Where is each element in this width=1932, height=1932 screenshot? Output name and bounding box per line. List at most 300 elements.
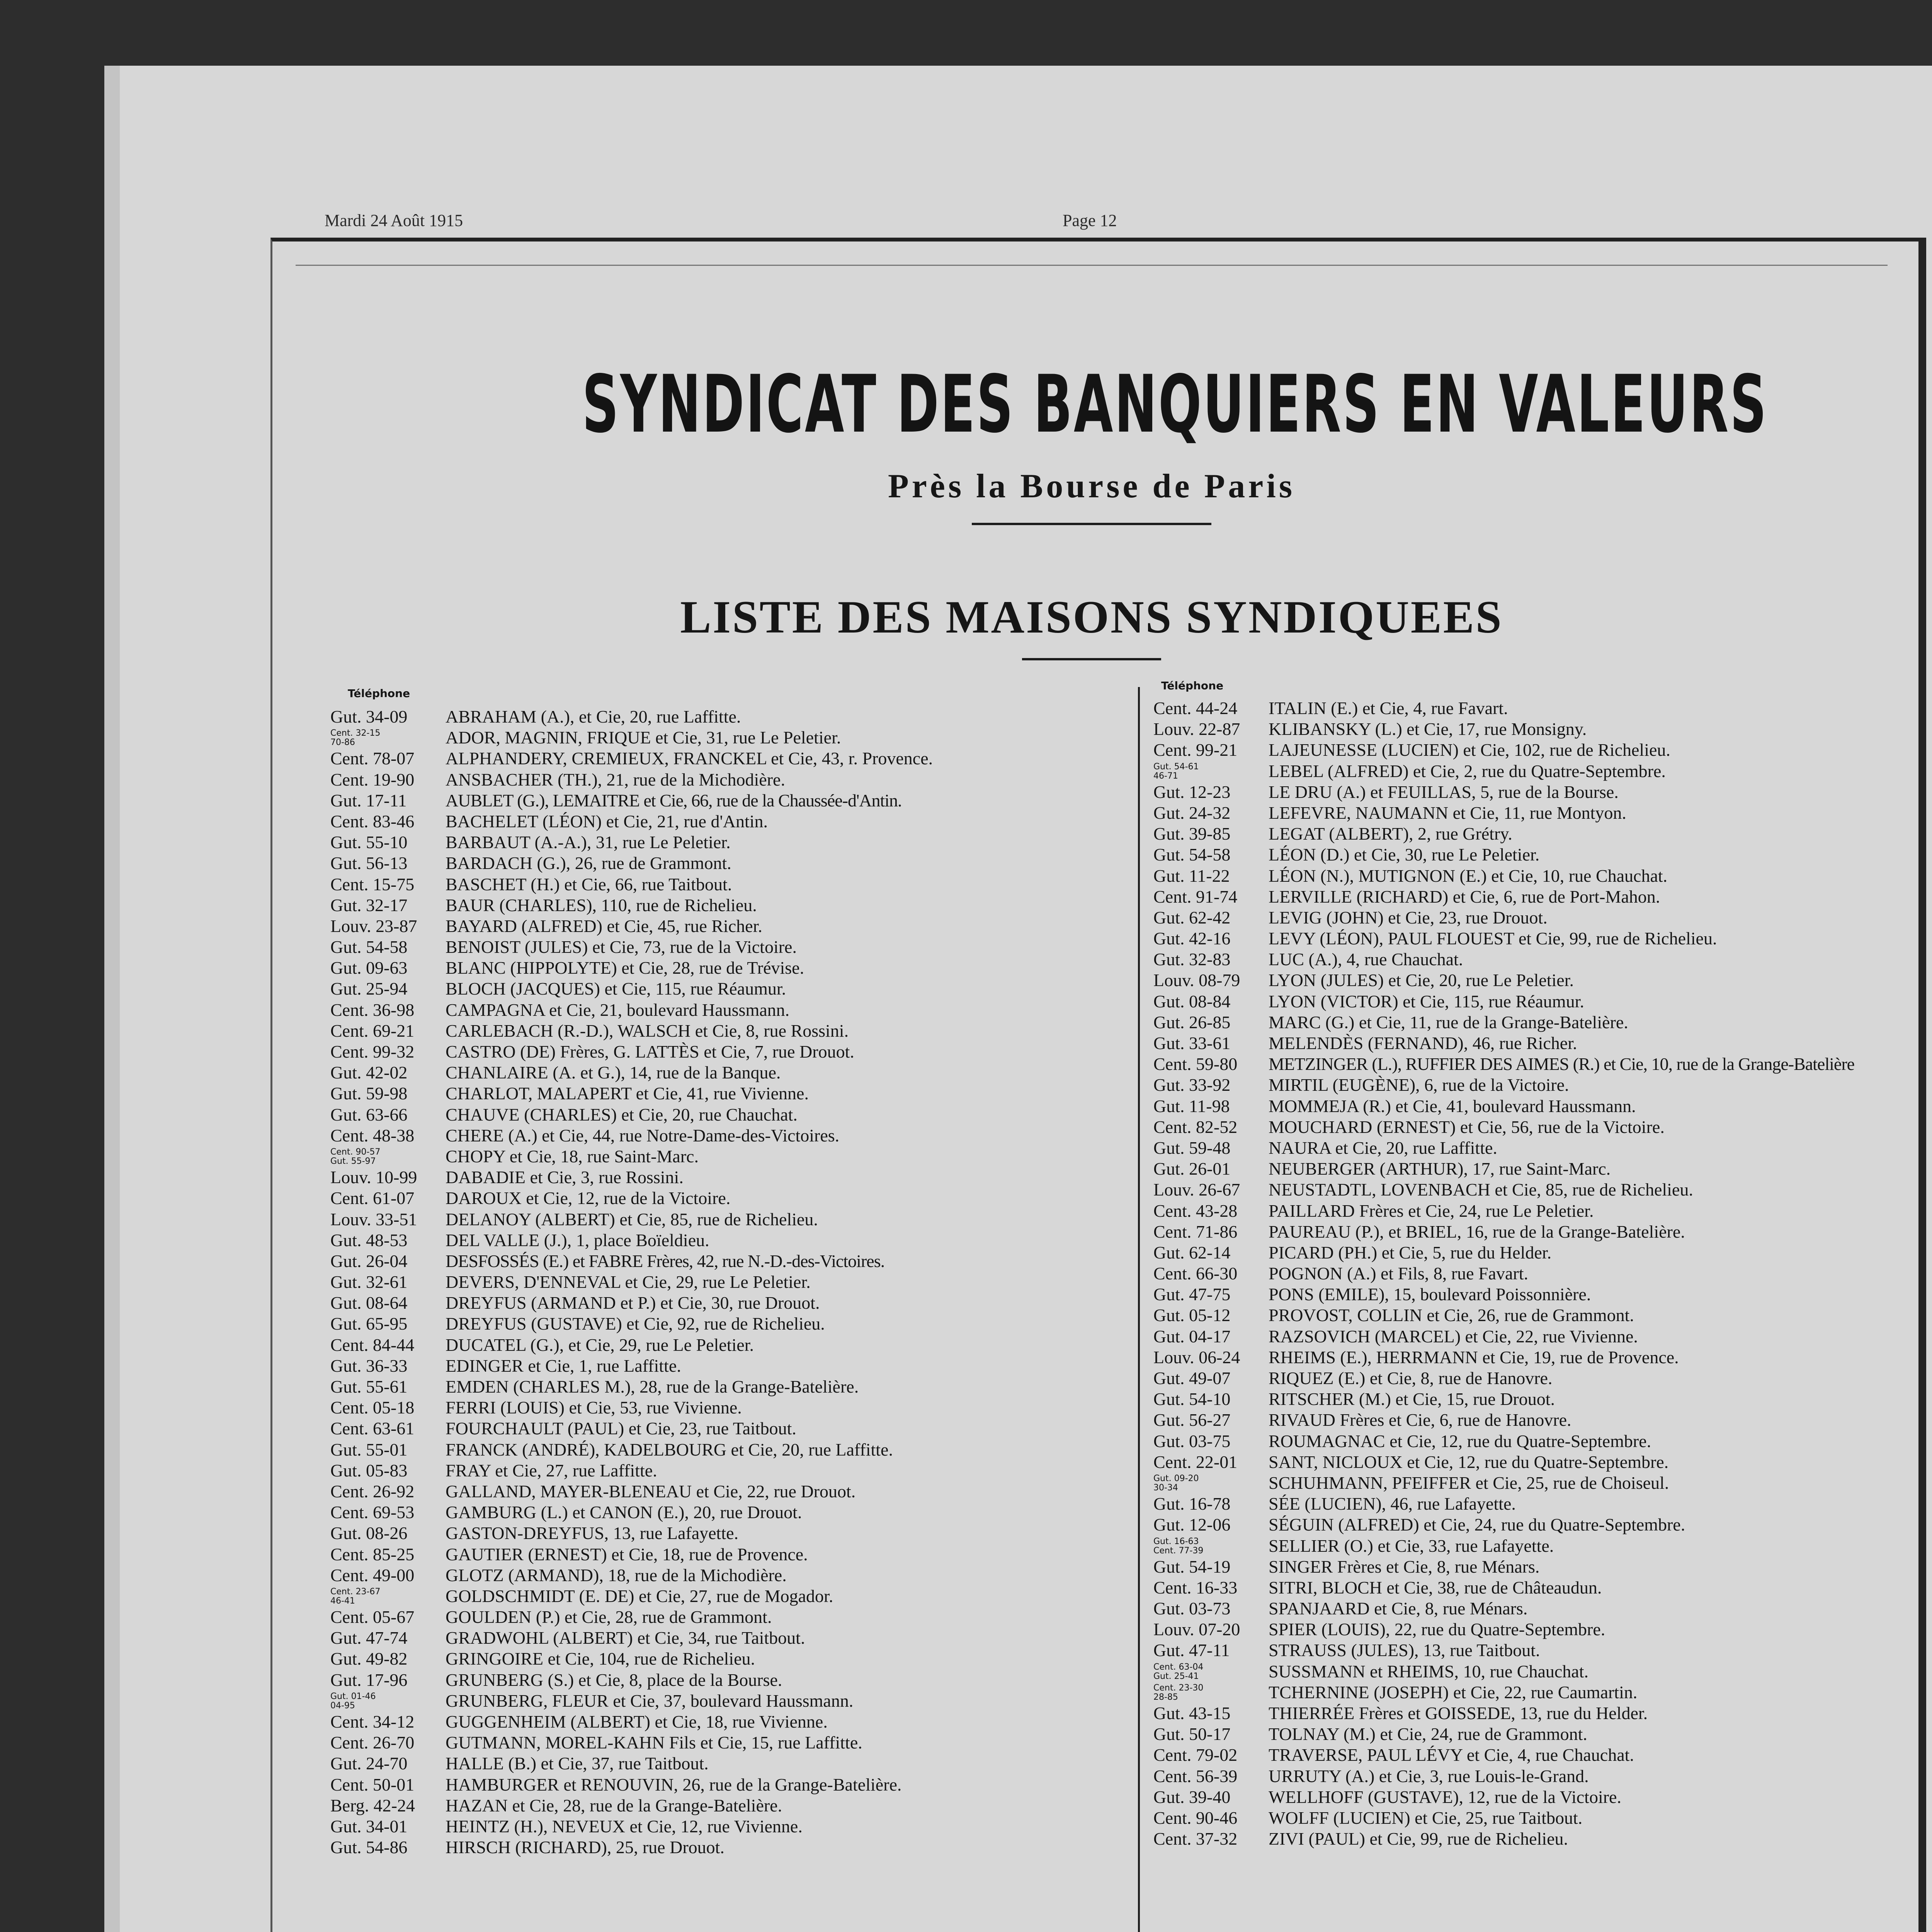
firm-name: SPIER (LOUIS), 22, rue du Quatre-Septembre. xyxy=(1269,1619,1605,1639)
firm-name: MIRTIL (EUGÈNE), 6, rue de la Victoire. xyxy=(1269,1075,1569,1095)
telephone-number: Cent. 26-92 xyxy=(330,1481,415,1501)
telephone-number: Louv. 10-99 xyxy=(330,1167,417,1187)
telephone-number: Gut. 36-33 xyxy=(330,1355,408,1376)
telephone-number: Gut. 49-82 xyxy=(330,1649,408,1669)
member-row xyxy=(1153,991,1880,1012)
member-row xyxy=(1153,1661,1880,1682)
member-row xyxy=(330,1418,1130,1439)
firm-name: POGNON (A.) et Fils, 8, rue Favart. xyxy=(1269,1264,1529,1284)
firm-name: GOULDEN (P.) et Cie, 28, rue de Grammont. xyxy=(446,1607,772,1627)
firm-name: CARLEBACH (R.-D.), WALSCH et Cie, 8, rue Rossini. xyxy=(446,1020,849,1041)
firm-name: TOLNAY (M.) et Cie, 24, rue de Grammont. xyxy=(1269,1724,1587,1744)
firm-name: PONS (EMILE), 15, boulevard Poissonnière. xyxy=(1269,1284,1591,1304)
telephone-number: Gut. 04-17 xyxy=(1153,1326,1231,1346)
firm-name: WELLHOFF (GUSTAVE), 12, rue de la Victoire. xyxy=(1269,1787,1621,1807)
telephone-number: Gut. 01-46 04-95 xyxy=(330,1691,376,1711)
firm-name: LEGAT (ALBERT), 2, rue Grétry. xyxy=(1269,824,1512,844)
member-row xyxy=(1153,1703,1880,1724)
telephone-number: Gut. 33-92 xyxy=(1153,1075,1231,1095)
firm-name: LEVIG (JOHN) et Cie, 23, rue Drouot. xyxy=(1269,907,1548,927)
firm-name: GAMBURG (L.) et CANON (E.), 20, rue Drouot. xyxy=(446,1502,802,1522)
member-row xyxy=(330,1397,1130,1418)
firm-name: DEVERS, D'ENNEVAL et Cie, 29, rue Le Peletier. xyxy=(446,1272,811,1292)
firm-name: AUBLET (G.), LEMAITRE et Cie, 66, rue de la Chaussée-d'Antin. xyxy=(446,790,902,810)
member-row xyxy=(330,1020,1130,1041)
telephone-number: Cent. 50-01 xyxy=(330,1774,415,1794)
advertisement-frame xyxy=(270,238,1926,1932)
firm-name: RIVAUD Frères et Cie, 6, rue de Hanovre. xyxy=(1269,1410,1571,1430)
telephone-number: Gut. 09-63 xyxy=(330,958,408,978)
member-row xyxy=(330,937,1130,957)
firm-name: PICARD (PH.) et Cie, 5, rue du Helder. xyxy=(1269,1242,1552,1262)
telephone-number: Gut. 54-58 xyxy=(1153,845,1231,865)
telephone-number: Cent. 59-80 xyxy=(1153,1054,1238,1074)
telephone-number: Louv. 06-24 xyxy=(1153,1347,1240,1367)
member-row xyxy=(1153,1033,1880,1054)
telephone-number: Gut. 24-70 xyxy=(330,1753,408,1774)
telephone-number: Gut. 03-75 xyxy=(1153,1431,1231,1451)
telephone-number: Cent. 22-01 xyxy=(1153,1452,1238,1472)
telephone-number: Cent. 43-28 xyxy=(1153,1201,1238,1221)
firm-name: GRUNBERG (S.) et Cie, 8, place de la Bourse. xyxy=(446,1670,782,1690)
firm-name: GASTON-DREYFUS, 13, rue Lafayette. xyxy=(446,1523,739,1543)
member-row xyxy=(330,832,1130,853)
member-row xyxy=(1153,823,1880,844)
member-row xyxy=(330,874,1130,895)
firm-name: BARDACH (G.), 26, rue de Grammont. xyxy=(446,853,731,873)
firm-name: MARC (G.) et Cie, 11, rue de la Grange-Batelière. xyxy=(1269,1012,1628,1032)
firm-name: GAUTIER (ERNEST) et Cie, 18, rue de Provence. xyxy=(446,1544,808,1564)
firm-name: SPANJAARD et Cie, 8, rue Ménars. xyxy=(1269,1599,1528,1619)
telephone-number: Gut. 65-95 xyxy=(330,1314,408,1334)
firm-name: HEINTZ (H.), NEVEUX et Cie, 12, rue Vivienne. xyxy=(446,1816,803,1836)
member-row xyxy=(330,1774,1130,1795)
firm-name: LERVILLE (RICHARD) et Cie, 6, rue de Port-Mahon. xyxy=(1269,886,1660,906)
member-row xyxy=(330,1355,1130,1376)
member-row xyxy=(330,1104,1130,1125)
firm-name: CHAUVE (CHARLES) et Cie, 20, rue Chauchat. xyxy=(446,1104,798,1124)
firm-name: HALLE (B.) et Cie, 37, rue Taitbout. xyxy=(446,1753,709,1774)
firm-name: DABADIE et Cie, 3, rue Rossini. xyxy=(446,1167,684,1187)
member-row xyxy=(1153,1745,1880,1765)
telephone-number: Gut. 54-86 xyxy=(330,1837,408,1857)
telephone-number: Gut. 26-04 xyxy=(330,1251,408,1271)
firm-name: RHEIMS (E.), HERRMANN et Cie, 19, rue de Provence. xyxy=(1269,1347,1679,1367)
firm-name: MELENDÈS (FERNAND), 46, rue Richer. xyxy=(1269,1033,1577,1053)
telephone-number: Cent. 16-33 xyxy=(1153,1577,1238,1597)
member-row xyxy=(1153,698,1880,719)
member-row xyxy=(1153,1640,1880,1661)
member-row xyxy=(1153,1201,1880,1221)
telephone-number: Gut. 54-61 46-71 xyxy=(1153,762,1199,781)
firm-name: ZIVI (PAUL) et Cie, 99, rue de Richelieu. xyxy=(1269,1829,1568,1849)
telephone-number: Cent. 90-57 Gut. 55-97 xyxy=(330,1147,381,1166)
telephone-number: Gut. 62-42 xyxy=(1153,907,1231,927)
firm-name: GALLAND, MAYER-BLENEAU et Cie, 22, rue Drouot. xyxy=(446,1481,856,1501)
telephone-number: Gut. 17-96 xyxy=(330,1670,408,1690)
column-divider xyxy=(1138,687,1140,1932)
firm-name: ITALIN (E.) et Cie, 4, rue Favart. xyxy=(1269,698,1508,718)
list-title: LISTE DES MAISONS SYNDIQUEES xyxy=(680,591,1503,643)
member-row xyxy=(1153,1828,1880,1849)
telephone-number: Cent. 49-00 xyxy=(330,1565,415,1585)
firm-name: PAUREAU (P.), et BRIEL, 16, rue de la Grange-Batelière. xyxy=(1269,1221,1685,1242)
telephone-number: Gut. 47-11 xyxy=(1153,1640,1230,1660)
telephone-number: Gut. 26-85 xyxy=(1153,1012,1231,1032)
firm-name: EDINGER et Cie, 1, rue Laffitte. xyxy=(446,1355,681,1376)
telephone-number: Gut. 56-13 xyxy=(330,853,408,873)
telephone-number: Gut. 16-63 Cent. 77-39 xyxy=(1153,1536,1204,1556)
member-row xyxy=(1153,1117,1880,1138)
telephone-number: Gut. 32-61 xyxy=(330,1272,408,1292)
telephone-number: Cent. 78-07 xyxy=(330,748,415,769)
telephone-number: Cent. 36-98 xyxy=(330,1000,415,1020)
firm-name: DREYFUS (GUSTAVE) et Cie, 92, rue de Richelieu. xyxy=(446,1314,825,1334)
member-row xyxy=(1153,1242,1880,1263)
member-row xyxy=(330,1544,1130,1565)
firm-name: BAYARD (ALFRED) et Cie, 45, rue Richer. xyxy=(446,916,762,936)
telephone-number: Gut. 47-75 xyxy=(1153,1284,1231,1304)
member-row xyxy=(330,1670,1130,1690)
firm-name: SCHUHMANN, PFEIFFER et Cie, 25, rue de Choiseul. xyxy=(1269,1473,1669,1493)
telephone-number: Gut. 32-17 xyxy=(330,895,408,915)
member-row xyxy=(1153,1787,1880,1808)
member-row xyxy=(1153,719,1880,740)
telephone-number: Gut. 33-61 xyxy=(1153,1033,1231,1053)
telephone-number: Gut. 42-02 xyxy=(330,1063,408,1083)
member-row xyxy=(1153,1452,1880,1473)
firm-name: SÉGUIN (ALFRED) et Cie, 24, rue du Quatre-Septembre. xyxy=(1269,1515,1685,1535)
members-column-right xyxy=(1153,698,1880,1849)
member-row xyxy=(1153,1179,1880,1200)
firm-name: RIQUEZ (E.) et Cie, 8, rue de Hanovre. xyxy=(1269,1368,1553,1388)
member-row xyxy=(330,1607,1130,1628)
firm-name: SÉE (LUCIEN), 46, rue Lafayette. xyxy=(1269,1494,1516,1514)
telephone-number: Cent. 23-67 46-41 xyxy=(330,1587,381,1606)
member-row xyxy=(330,1565,1130,1586)
firm-name: SITRI, BLOCH et Cie, 38, rue de Châteaudun. xyxy=(1269,1577,1602,1597)
title-rule xyxy=(972,523,1211,525)
firm-name: DUCATEL (G.), et Cie, 29, rue Le Peletier. xyxy=(446,1335,754,1355)
firm-name: RAZSOVICH (MARCEL) et Cie, 22, rue Vivienne. xyxy=(1269,1326,1638,1346)
telephone-number: Cent. 91-74 xyxy=(1153,886,1238,906)
page-number: Page 12 xyxy=(1063,211,1117,230)
member-row xyxy=(330,1209,1130,1230)
issue-date: Mardi 24 Août 1915 xyxy=(325,211,463,230)
firm-name: STRAUSS (JULES), 13, rue Taitbout. xyxy=(1269,1640,1540,1660)
member-row xyxy=(330,769,1130,790)
member-row xyxy=(330,1837,1130,1858)
firm-name: ANSBACHER (TH.), 21, rue de la Michodière. xyxy=(446,769,785,789)
firm-name: HIRSCH (RICHARD), 25, rue Drouot. xyxy=(446,1837,724,1857)
member-row xyxy=(1153,1724,1880,1745)
telephone-number: Gut. 50-17 xyxy=(1153,1724,1231,1744)
member-row xyxy=(330,1146,1130,1167)
telephone-number: Louv. 23-87 xyxy=(330,916,417,936)
telephone-number: Cent. 99-21 xyxy=(1153,740,1238,760)
telephone-number: Cent. 15-75 xyxy=(330,874,415,894)
member-row xyxy=(330,1648,1130,1669)
firm-name: DEL VALLE (J.), 1, place Boïeldieu. xyxy=(446,1230,709,1250)
telephone-number: Cent. 19-90 xyxy=(330,769,415,789)
member-row xyxy=(330,1293,1130,1313)
telephone-number: Cent. 63-04 Gut. 25-41 xyxy=(1153,1662,1204,1681)
telephone-number: Cent. 44-24 xyxy=(1153,698,1238,718)
telephone-number: Gut. 12-06 xyxy=(1153,1515,1231,1535)
member-row xyxy=(1153,1284,1880,1305)
telephone-number: Gut. 24-32 xyxy=(1153,803,1231,823)
telephone-number: Gut. 08-64 xyxy=(330,1293,408,1313)
telephone-number: Gut. 48-53 xyxy=(330,1230,408,1250)
firm-name: HAZAN et Cie, 28, rue de la Grange-Batelière. xyxy=(446,1795,782,1815)
firm-name: DELANOY (ALBERT) et Cie, 85, rue de Richelieu. xyxy=(446,1209,818,1229)
telephone-number: Louv. 07-20 xyxy=(1153,1619,1240,1639)
member-row xyxy=(1153,1012,1880,1033)
firm-name: PAILLARD Frères et Cie, 24, rue Le Peletier. xyxy=(1269,1201,1594,1221)
firm-name: FOURCHAULT (PAUL) et Cie, 23, rue Taitbout. xyxy=(446,1418,796,1439)
member-row xyxy=(330,811,1130,832)
member-row xyxy=(330,1125,1130,1146)
telephone-number: Gut. 26-01 xyxy=(1153,1159,1231,1179)
member-row xyxy=(1153,866,1880,886)
member-row xyxy=(330,1690,1130,1711)
telephone-number: Cent. 32-15 70-86 xyxy=(330,728,381,748)
member-row xyxy=(1153,886,1880,907)
firm-name: ROUMAGNAC et Cie, 12, rue du Quatre-Septembre. xyxy=(1269,1431,1651,1451)
member-row xyxy=(330,1167,1130,1188)
member-row xyxy=(1153,844,1880,865)
member-row xyxy=(330,1523,1130,1544)
firm-name: LAJEUNESSE (LUCIEN) et Cie, 102, rue de Richelieu. xyxy=(1269,740,1670,760)
firm-name: ADOR, MAGNIN, FRIQUE et Cie, 31, rue Le Peletier. xyxy=(446,728,841,748)
telephone-number: Cent. 82-52 xyxy=(1153,1117,1238,1137)
telephone-number: Gut. 39-85 xyxy=(1153,824,1231,844)
member-row xyxy=(1153,803,1880,823)
telephone-number: Gut. 12-23 xyxy=(1153,782,1231,802)
member-row xyxy=(330,1795,1130,1816)
telephone-number: Gut. 11-22 xyxy=(1153,866,1230,886)
member-row xyxy=(1153,782,1880,803)
list-title-rule xyxy=(1022,658,1161,660)
telephone-number: Gut. 08-26 xyxy=(330,1523,408,1543)
firm-name: CAMPAGNA et Cie, 21, boulevard Haussmann. xyxy=(446,1000,790,1020)
firm-name: GUTMANN, MOREL-KAHN Fils et Cie, 15, rue Laffitte. xyxy=(446,1733,862,1753)
telephone-number: Gut. 49-07 xyxy=(1153,1368,1231,1388)
telephone-number: Cent. 05-18 xyxy=(330,1398,415,1418)
telephone-number: Cent. 26-70 xyxy=(330,1733,415,1753)
member-row xyxy=(330,1000,1130,1020)
member-row xyxy=(330,853,1130,874)
firm-name: NAURA et Cie, 20, rue Laffitte. xyxy=(1269,1138,1497,1158)
firm-name: LUC (A.), 4, rue Chauchat. xyxy=(1269,949,1463,969)
firm-name: BARBAUT (A.-A.), 31, rue Le Peletier. xyxy=(446,832,731,852)
firm-name: BLANC (HIPPOLYTE) et Cie, 28, rue de Trévise. xyxy=(446,958,804,978)
firm-name: HAMBURGER et RENOUVIN, 26, rue de la Grange-Batelière. xyxy=(446,1774,902,1794)
member-row xyxy=(1153,1263,1880,1284)
firm-name: WOLFF (LUCIEN) et Cie, 25, rue Taitbout. xyxy=(1269,1808,1583,1828)
member-row xyxy=(1153,1556,1880,1577)
member-row xyxy=(330,1376,1130,1397)
telephone-number: Louv. 33-51 xyxy=(330,1209,417,1229)
firm-name: RITSCHER (M.) et Cie, 15, rue Drouot. xyxy=(1269,1389,1555,1409)
firm-name: CHARLOT, MALAPERT et Cie, 41, rue Vivienne. xyxy=(446,1083,809,1104)
telephone-number: Cent. 34-12 xyxy=(330,1712,415,1731)
member-row xyxy=(330,748,1130,769)
telephone-number: Gut. 03-73 xyxy=(1153,1599,1231,1619)
member-row xyxy=(1153,1577,1880,1598)
firm-name: ALPHANDERY, CREMIEUX, FRANCKEL et Cie, 43, r. Provence. xyxy=(446,748,933,769)
firm-name: FERRI (LOUIS) et Cie, 53, rue Vivienne. xyxy=(446,1398,742,1418)
member-row xyxy=(330,1711,1130,1732)
member-row xyxy=(330,916,1130,937)
member-row xyxy=(1153,1473,1880,1493)
syndicate-title: SYNDICAT DES BANQUIERS EN VALEURS xyxy=(582,359,1768,451)
member-row xyxy=(330,1481,1130,1502)
telephone-number: Cent. 37-32 xyxy=(1153,1829,1238,1849)
member-row xyxy=(1153,1138,1880,1158)
member-row xyxy=(330,1041,1130,1062)
member-row xyxy=(1153,1054,1880,1075)
firm-name: CASTRO (DE) Frères, G. LATTÈS et Cie, 7, rue Drouot. xyxy=(446,1042,854,1061)
firm-name: CHANLAIRE (A. et G.), 14, rue de la Banque. xyxy=(446,1063,781,1083)
firm-name: BACHELET (LÉON) et Cie, 21, rue d'Antin. xyxy=(446,811,768,831)
telephone-number: Louv. 22-87 xyxy=(1153,719,1240,739)
member-row xyxy=(330,1628,1130,1648)
member-row xyxy=(1153,1075,1880,1095)
member-row xyxy=(1153,1368,1880,1389)
member-row xyxy=(1153,1389,1880,1410)
firm-name: MOMMEJA (R.) et Cie, 41, boulevard Haussmann. xyxy=(1269,1096,1636,1116)
members-column-left xyxy=(330,706,1130,1858)
telephone-number: Cent. 05-67 xyxy=(330,1607,415,1627)
member-row xyxy=(1153,1158,1880,1179)
member-row xyxy=(1153,1808,1880,1828)
telephone-number: Gut. 56-27 xyxy=(1153,1410,1231,1430)
firm-name: SANT, NICLOUX et Cie, 12, rue du Quatre-Septembre. xyxy=(1269,1452,1669,1472)
telephone-number: Gut. 55-61 xyxy=(330,1377,408,1396)
member-row xyxy=(330,706,1130,727)
firm-name: DAROUX et Cie, 12, rue de la Victoire. xyxy=(446,1188,731,1208)
firm-name: LE DRU (A.) et FEUILLAS, 5, rue de la Bourse. xyxy=(1269,782,1619,802)
member-row xyxy=(330,1439,1130,1460)
telephone-number: Cent. 99-32 xyxy=(330,1042,415,1061)
member-row xyxy=(1153,1598,1880,1619)
firm-name: KLIBANSKY (L.) et Cie, 17, rue Monsigny. xyxy=(1269,719,1587,739)
telephone-number: Gut. 34-01 xyxy=(330,1816,408,1836)
member-row xyxy=(1153,1347,1880,1368)
firm-name: LÉON (N.), MUTIGNON (E.) et Cie, 10, rue Chauchat. xyxy=(1269,866,1668,886)
telephone-number: Gut. 11-98 xyxy=(1153,1096,1230,1116)
telephone-number: Cent. 83-46 xyxy=(330,811,415,831)
telephone-number: Cent. 71-86 xyxy=(1153,1221,1238,1242)
member-row xyxy=(1153,1682,1880,1703)
member-row xyxy=(1153,740,1880,760)
firm-name: LEFEVRE, NAUMANN et Cie, 11, rue Montyon. xyxy=(1269,803,1626,823)
firm-name: TCHERNINE (JOSEPH) et Cie, 22, rue Caumartin. xyxy=(1269,1682,1638,1702)
firm-name: METZINGER (L.), RUFFIER DES AIMES (R.) et Cie, 10, rue de la Grange-Batelière xyxy=(1269,1054,1855,1074)
firm-name: GUGGENHEIM (ALBERT) et Cie, 18, rue Vivienne. xyxy=(446,1712,828,1731)
running-header xyxy=(224,211,1862,242)
firm-name: SINGER Frères et Cie, 8, rue Ménars. xyxy=(1269,1556,1540,1577)
telephone-number: Louv. 26-67 xyxy=(1153,1180,1240,1200)
member-row xyxy=(1153,1326,1880,1347)
member-row xyxy=(330,1586,1130,1607)
member-row xyxy=(330,727,1130,748)
firm-name: DESFOSSÉS (E.) et FABRE Frères, 42, rue N.-D.-des-Victoires. xyxy=(446,1251,885,1271)
telephone-heading-right: Téléphone xyxy=(1161,679,1224,692)
member-row xyxy=(330,1732,1130,1753)
telephone-number: Gut. 25-94 xyxy=(330,979,408,999)
member-row xyxy=(330,1083,1130,1104)
telephone-number: Cent. 84-44 xyxy=(330,1335,415,1355)
syndicate-subtitle: Près la Bourse de Paris xyxy=(888,468,1296,505)
firm-name: FRANCK (ANDRÉ), KADELBOURG et Cie, 20, rue Laffitte. xyxy=(446,1439,893,1459)
firm-name: THIERRÉE Frères et GOISSEDE, 13, rue du Helder. xyxy=(1269,1703,1648,1723)
telephone-number: Berg. 42-24 xyxy=(330,1795,415,1815)
telephone-number: Gut. 59-48 xyxy=(1153,1138,1231,1158)
telephone-number: Cent. 69-21 xyxy=(330,1020,415,1041)
firm-name: LEBEL (ALFRED) et Cie, 2, rue du Quatre-Septembre. xyxy=(1269,761,1666,781)
telephone-number: Cent. 56-39 xyxy=(1153,1766,1238,1786)
member-row xyxy=(330,1188,1130,1209)
telephone-number: Gut. 54-58 xyxy=(330,937,408,957)
telephone-number: Gut. 32-83 xyxy=(1153,949,1231,969)
telephone-heading-left: Téléphone xyxy=(348,687,410,700)
telephone-number: Louv. 08-79 xyxy=(1153,970,1240,990)
member-row xyxy=(1153,1431,1880,1452)
telephone-number: Gut. 05-83 xyxy=(330,1460,408,1480)
telephone-number: Gut. 08-84 xyxy=(1153,991,1231,1011)
telephone-number: Gut. 47-74 xyxy=(330,1628,408,1648)
member-row xyxy=(1153,1096,1880,1117)
firm-name: CHOPY et Cie, 18, rue Saint-Marc. xyxy=(446,1146,699,1166)
telephone-number: Gut. 54-10 xyxy=(1153,1389,1231,1409)
telephone-number: Cent. 69-53 xyxy=(330,1502,415,1522)
firm-name: NEUBERGER (ARTHUR), 17, rue Saint-Marc. xyxy=(1269,1159,1611,1179)
telephone-number: Gut. 42-16 xyxy=(1153,929,1231,949)
firm-name: GRUNBERG, FLEUR et Cie, 37, boulevard Haussmann. xyxy=(446,1690,854,1711)
member-row xyxy=(1153,970,1880,991)
firm-name: MOUCHARD (ERNEST) et Cie, 56, rue de la Victoire. xyxy=(1269,1117,1665,1137)
firm-name: FRAY et Cie, 27, rue Laffitte. xyxy=(446,1460,657,1480)
member-row xyxy=(330,1230,1130,1251)
firm-name: ABRAHAM (A.), et Cie, 20, rue Laffitte. xyxy=(446,707,741,726)
firm-name: GRADWOHL (ALBERT) et Cie, 34, rue Taitbout. xyxy=(446,1628,805,1648)
advertisement-body xyxy=(296,265,1888,1932)
firm-name: DREYFUS (ARMAND et P.) et Cie, 30, rue Drouot. xyxy=(446,1293,820,1313)
member-row xyxy=(1153,1514,1880,1535)
firm-name: CHERE (A.) et Cie, 44, rue Notre-Dame-des-Victoires. xyxy=(446,1125,840,1145)
firm-name: PROVOST, COLLIN et Cie, 26, rue de Grammont. xyxy=(1269,1305,1634,1325)
member-row xyxy=(330,957,1130,978)
member-row xyxy=(330,1816,1130,1837)
member-row xyxy=(330,1460,1130,1481)
member-row xyxy=(330,1335,1130,1355)
firm-name: LYON (JULES) et Cie, 20, rue Le Peletier. xyxy=(1269,970,1574,990)
firm-name: BASCHET (H.) et Cie, 66, rue Taitbout. xyxy=(446,874,732,894)
member-row xyxy=(1153,1493,1880,1514)
telephone-number: Gut. 62-14 xyxy=(1153,1242,1231,1262)
member-row xyxy=(1153,1536,1880,1556)
firm-name: URRUTY (A.) et Cie, 3, rue Louis-le-Grand. xyxy=(1269,1766,1589,1786)
member-row xyxy=(330,1062,1130,1083)
telephone-number: Gut. 39-40 xyxy=(1153,1787,1231,1807)
member-row xyxy=(330,1502,1130,1523)
telephone-number: Gut. 59-98 xyxy=(330,1083,408,1104)
member-row xyxy=(1153,928,1880,949)
member-row xyxy=(330,790,1130,811)
telephone-number: Gut. 17-11 xyxy=(330,790,407,810)
